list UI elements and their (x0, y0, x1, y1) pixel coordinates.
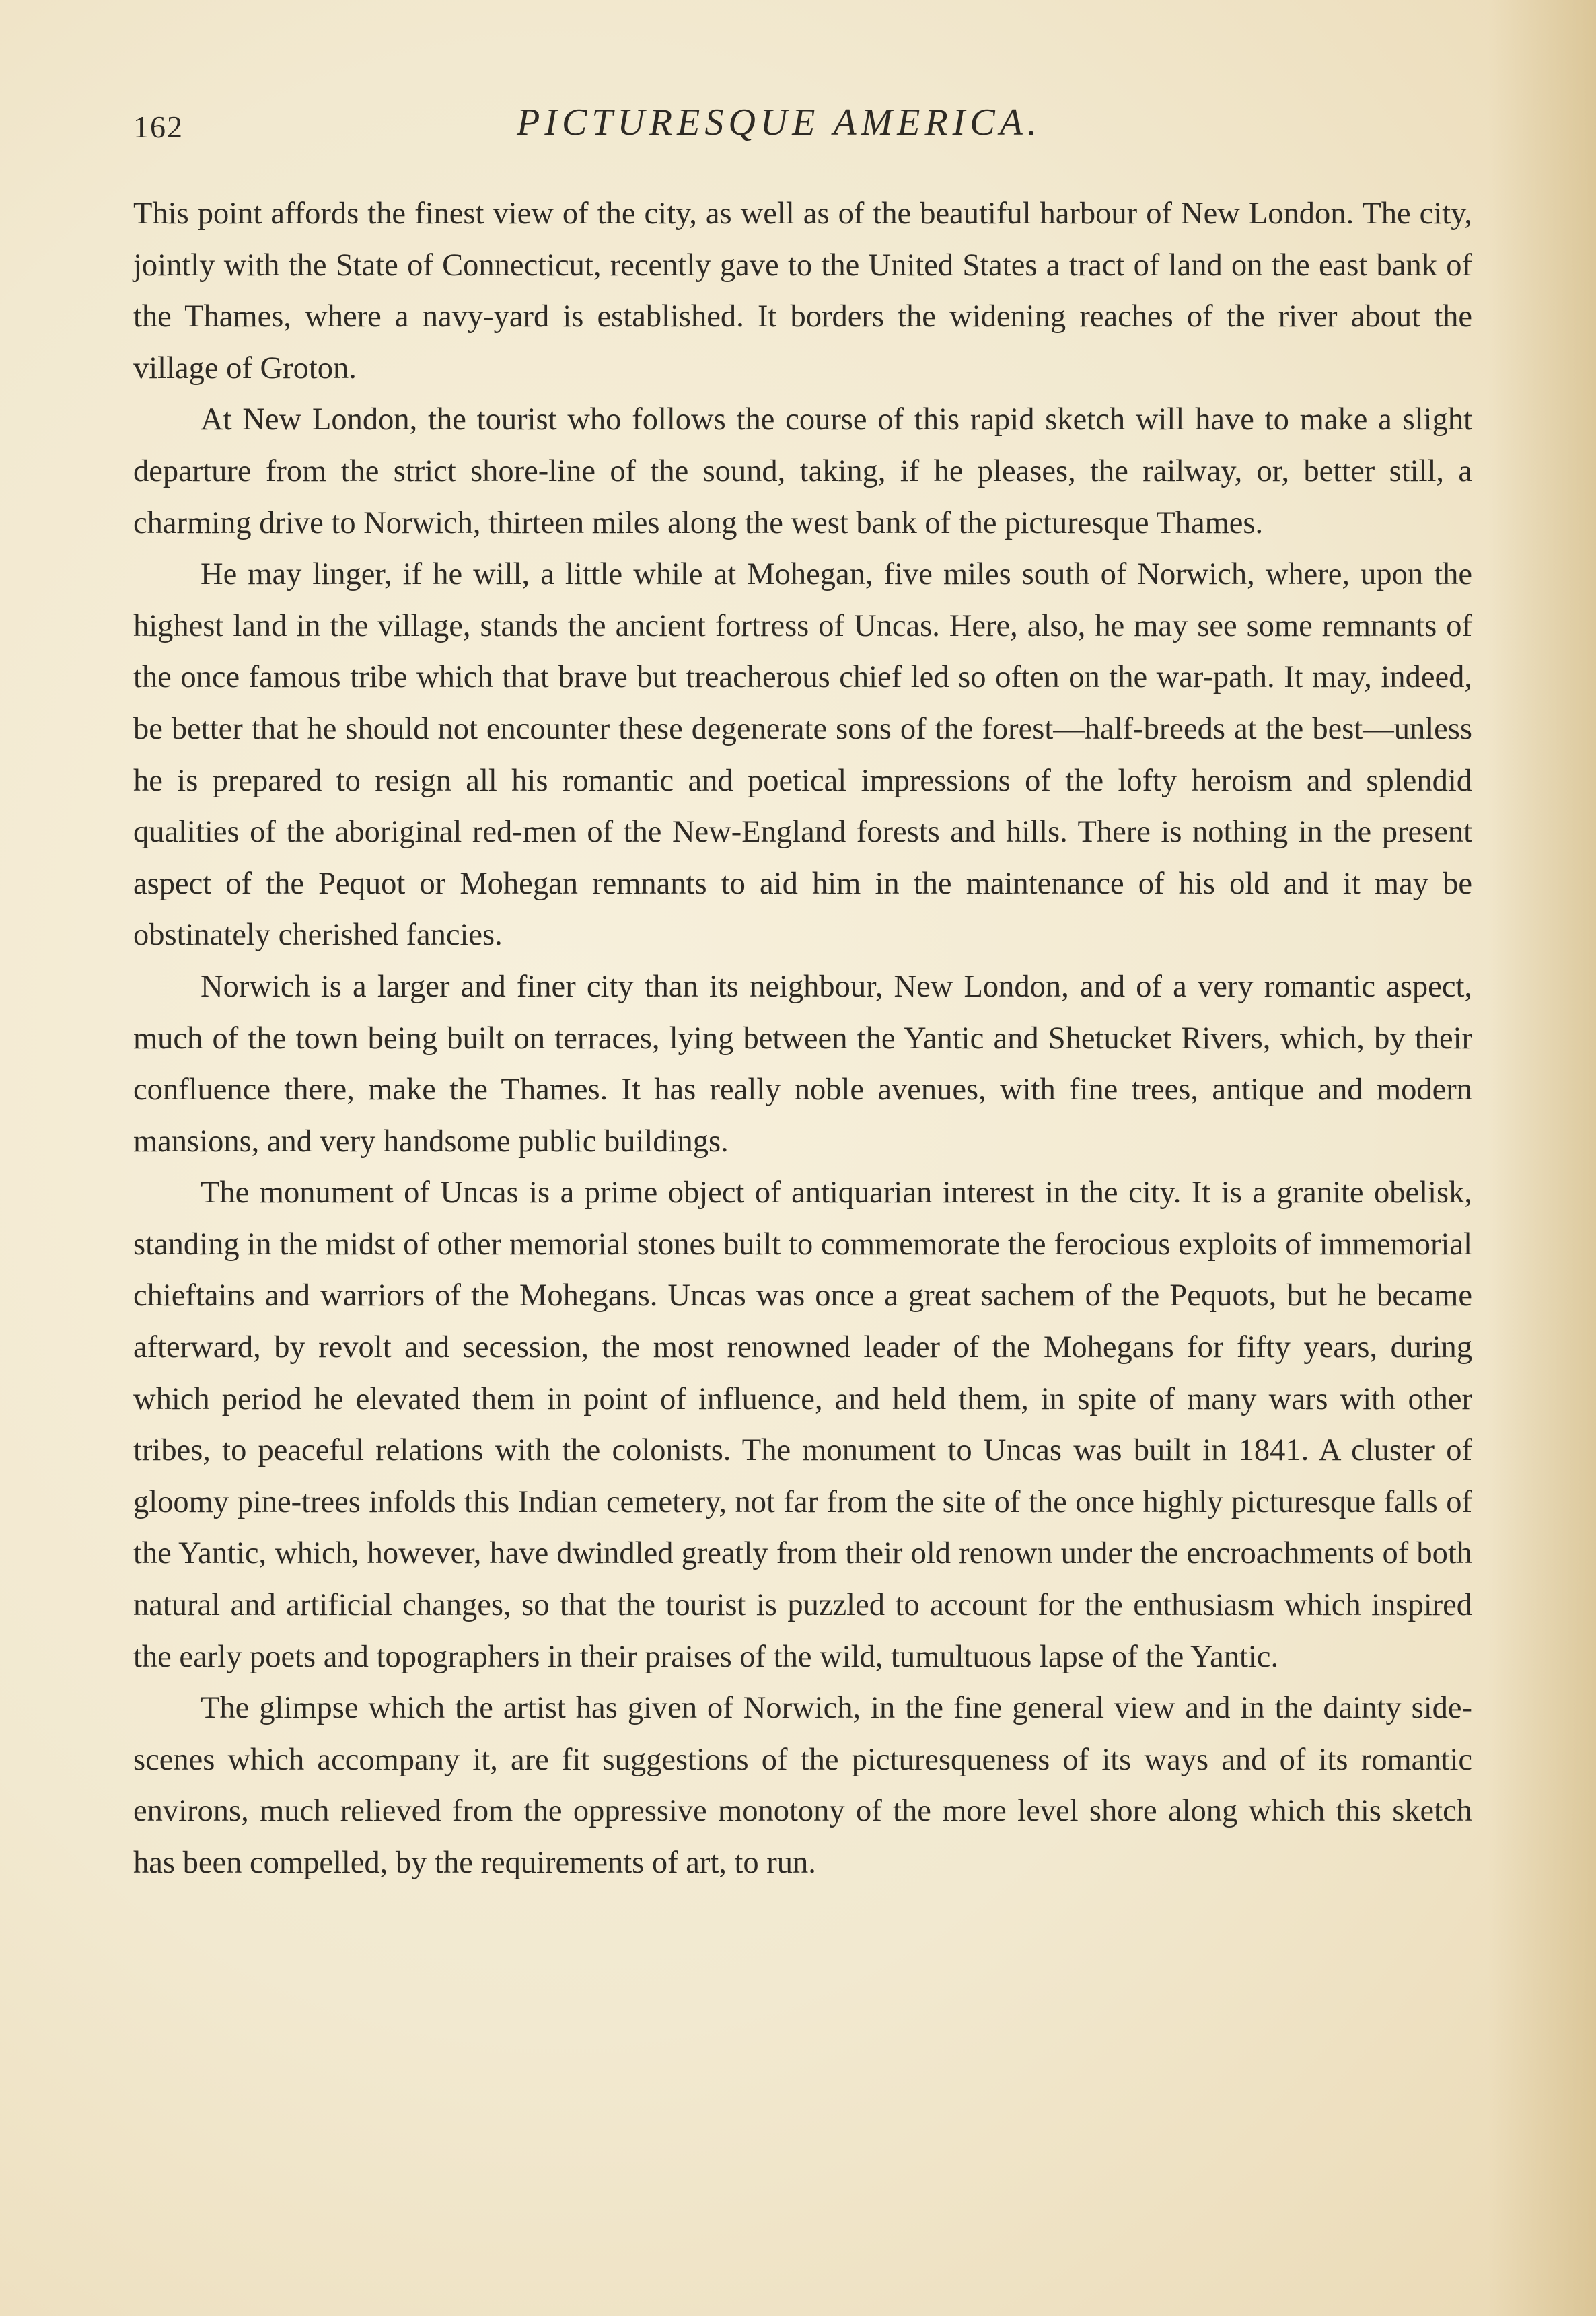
page-edge-shading (1488, 0, 1596, 2316)
paragraph: The monument of Uncas is a prime object of antiquarian interest in the city. It is a granite obelisk, standing in the midst of other memorial stones built to commemorate the ferocious exploits of immemorial chieftains and warriors of the Mohegans. Uncas was once a great sachem of the Pequots, but he became afterward, by revolt and secession, the most renowned leader of the Mohegans for fifty years, during which period he elevated them in point of influence, and held them, in spite of many wars with other tribes, to peaceful relations with the colonists. The monument to Uncas was built in 1841. A cluster of gloomy pine-trees infolds this Indian cemetery, not far from the site of the once highly picturesque falls of the Yantic, which, however, have dwindled greatly from their old renown under the encroachments of both natural and artificial changes, so that the tourist is puzzled to account for the enthusiasm which inspired the early poets and topographers in their praises of the wild, tumultuous lapse of the Yantic. (133, 1175, 1472, 1674)
running-title: PICTURESQUE AMERICA. (517, 102, 1042, 143)
paragraph: The glimpse which the artist has given of Norwich, in the fine general view and in the dainty side-scenes which accompany it, are fit suggestions of the picturesqueness of its ways and of its romantic environs, much relieved from the oppressive monotony of the more level shore along which this sketch has been compelled, by the requirements of art, to run. (133, 1691, 1472, 1880)
page-header (133, 101, 1425, 161)
paragraph: At New London, the tourist who follows the course of this rapid sketch will have to make a slight departure from the strict shore-line of the sound, taking, if he pleases, the railway, or, better still, a charming drive to Norwich, thirteen miles along the west bank of the picturesque Thames. (133, 402, 1472, 540)
paragraph: Norwich is a larger and finer city than its neighbour, New London, and of a very romantic aspect, much of the town being built on terraces, lying between the Yantic and Shetucket Rivers, which, by their confluence there, make the Thames. It has really noble avenues, with fine trees, antique and modern mansions, and very handsome public buildings. (133, 969, 1472, 1159)
paragraph: This point affords the finest view of the city, as well as of the beautiful harbour of New London. The city, jointly with the State of Connecticut, recently gave to the United States a tract of land on the east bank of the Thames, where a navy-yard is established. It borders the widening reaches of the river about the village of Groton. (133, 196, 1472, 386)
body-text (133, 188, 1472, 1889)
page-number: 162 (133, 110, 184, 144)
paragraph: He may linger, if he will, a little while at Mohegan, five miles south of Norwich, where, upon the highest land in the village, stands the ancient fortress of Uncas. Here, also, he may see some remnants of the once famous tribe which that brave but treacherous chief led so often on the war-path. It may, indeed, be better that he should not encounter these degenerate sons of the forest—half-breeds at the best—unless he is prepared to resign all his romantic and poetical impressions of the lofty heroism and splendid qualities of the aboriginal red-men of the New-England forests and hills. There is nothing in the present aspect of the Pequot or Mohegan remnants to aid him in the maintenance of his old and it may be obstinately cherished fancies. (133, 557, 1472, 953)
